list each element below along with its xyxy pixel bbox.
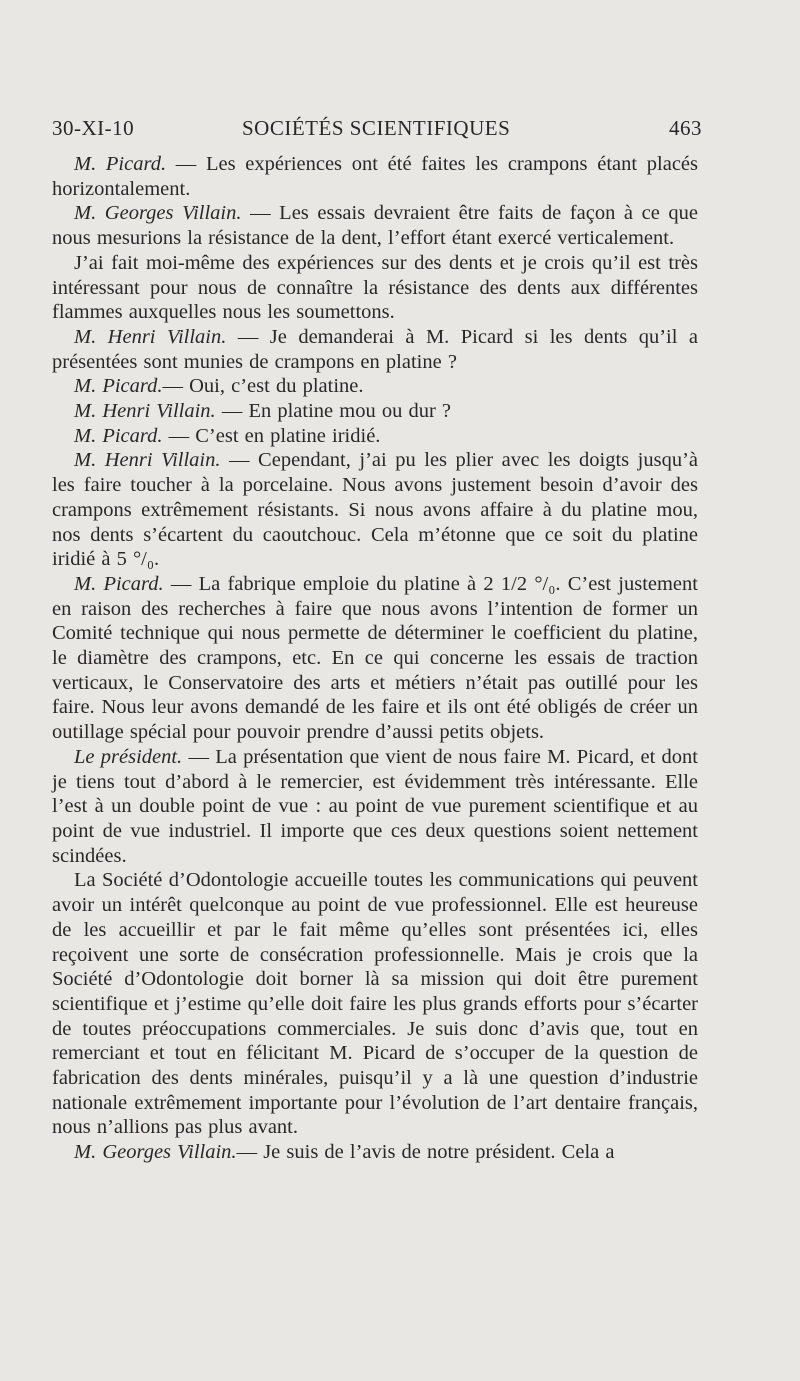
paragraph bbox=[52, 424, 698, 449]
paragraph bbox=[52, 1140, 698, 1165]
paragraph-text: — Je suis de l’avis de notre président. Cela a bbox=[236, 1141, 615, 1164]
paragraph-text: — La présentation que vient de nous faire M. Picard, et dont je tiens tout d’abord à le remercier, est évidemment très intéressante. Elle l’est à un double point de vue : au point de vue purement scientifique et au point de vue industriel. Il importe que ces deux questions soient nettement scindées. bbox=[52, 745, 698, 867]
paragraph bbox=[52, 572, 698, 745]
paragraph-text: — En platine mou ou dur ? bbox=[215, 400, 451, 423]
paragraph-text: — C’est en platine iridié. bbox=[162, 424, 381, 447]
speaker-name: Le président. bbox=[74, 745, 183, 768]
paragraph-text: — Les essais devraient être faits de façon à ce que nous mesurions la résistance de la dent, l’effort étant exercé verticalement. bbox=[52, 202, 698, 250]
paragraph bbox=[52, 868, 698, 1140]
speaker-name: M. Picard. bbox=[74, 572, 164, 595]
speaker-name: M. Georges Villain. bbox=[74, 202, 242, 225]
speaker-name: M. Henri Villain. bbox=[74, 325, 227, 348]
paragraph bbox=[52, 251, 698, 325]
paragraph-text: J’ai fait moi-même des expériences sur des dents et je crois qu’il est très intéressant pour nous de connaître la résistance des dents aux différentes flammes auxquelles nous les soumettons. bbox=[52, 251, 698, 324]
page-number: 463 bbox=[669, 116, 702, 140]
speaker-name: M. Picard. bbox=[74, 153, 167, 175]
paragraph bbox=[52, 152, 698, 201]
speaker-name: M. Georges Villain. bbox=[74, 1141, 237, 1164]
paragraph bbox=[52, 374, 698, 399]
paragraph-text: La Société d’Odontologie accueille toutes les communications qui peuvent avoir un intérêt quelconque au point de vue professionnel. Elle est heureuse de les accueillir et par le fait même qu’elles sont présentées ici, elles reçoivent une sorte de consécration professionnelle. Mais je crois que la Société d’Odontologie doit borner là sa mission qui doit être purement scientifique et j’estime qu’elle doit faire les plus grands efforts pour s’écarter de toutes préoccupations commerciales. Je suis donc d’avis que, tout en remerciant et tout en félicitant M. Picard de s’occuper de la question de fabrication des dents minérales, puisqu’il y a là une question d’industrie nationale extrêmement importante pour l’évolution de l’art dentaire français, nous n’allions pas plus avant. bbox=[52, 869, 698, 1139]
speaker-name: M. Picard. bbox=[74, 424, 163, 447]
paragraph-text: — Je demanderai à M. Picard si les dents qu’il a présentées sont munies de crampons en platine ? bbox=[52, 325, 698, 373]
body-text bbox=[52, 152, 698, 1165]
header-title: SOCIÉTÉS SCIENTIFIQUES bbox=[242, 116, 511, 140]
speaker-name: M. Picard. bbox=[74, 375, 163, 398]
paragraph bbox=[52, 745, 698, 869]
paragraph bbox=[52, 201, 698, 250]
paragraph bbox=[52, 399, 698, 424]
paragraph-text: — Les expériences ont été faites les crampons étant placés horizontalement. bbox=[52, 153, 698, 200]
paragraph bbox=[52, 448, 698, 572]
paragraph-text: — La fabrique emploie du platine à 2 1/2 °/₀. C’est justement en raison des recherches à faire que nous avons l’intention de former un Comité technique qui nous permette de déterminer le coefficient du platine, le diamètre des crampons, etc. En ce qui concerne les essais de traction verticaux, le Conservatoire des arts et métiers n’était pas outillé pour les faire. Nous leur avons demandé de les faire et ils ont été obligés de créer un outillage spécial pour pouvoir prendre d’aussi petits objets. bbox=[52, 572, 698, 744]
running-header bbox=[52, 116, 702, 144]
paragraph-text: — Oui, c’est du platine. bbox=[162, 375, 364, 398]
speaker-name: M. Henri Villain. bbox=[74, 400, 216, 423]
speaker-name: M. Henri Villain. bbox=[74, 449, 221, 472]
paragraph-text: — Cependant, j’ai pu les plier avec les doigts jusqu’à les faire toucher à la porcelaine. Nous avons justement besoin d’avoir des crampons extrêmement résistants. Si nous avons affaire à du platine mou, nos dents s’écartent du caoutchouc. Cela m’étonne que ce soit du platine iridié à 5 °/₀. bbox=[52, 449, 699, 571]
header-date: 30-XI-10 bbox=[52, 116, 135, 140]
paragraph bbox=[52, 325, 698, 374]
